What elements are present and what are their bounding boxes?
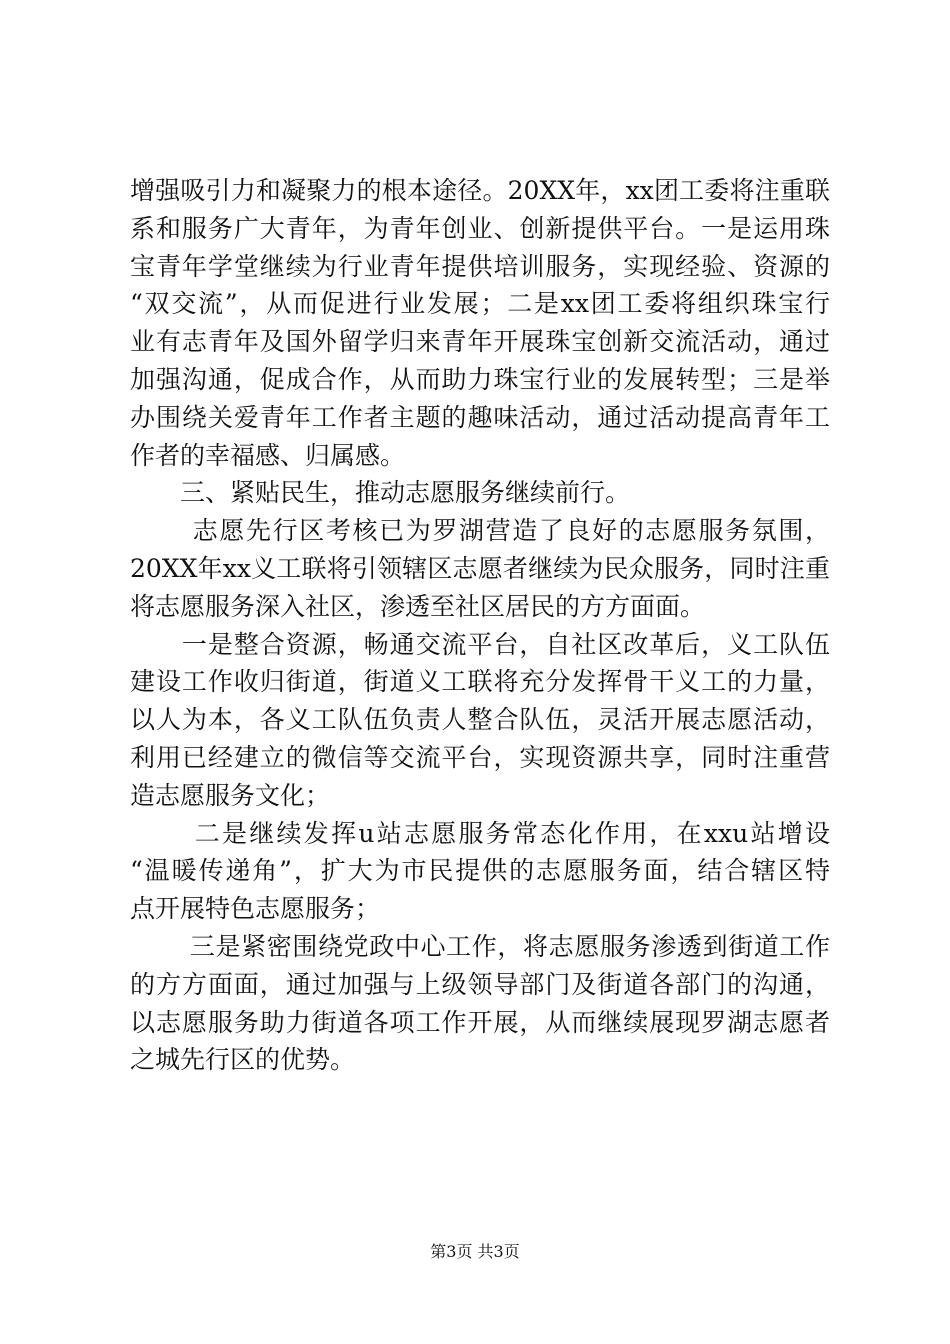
body-line: 三是紧密围绕党政中心工作，将志愿服务渗透到街道工作 [130, 931, 830, 961]
body-line: 的方方面面，通过加强与上级领导部门及街道各部门的沟通， [130, 969, 830, 999]
body-line: 二是继续发挥u站志愿服务常态化作用，在xxu站增设 [130, 818, 830, 848]
body-line: 系和服务广大青年，为青年创业、创新提供平台。一是运用珠 [130, 213, 830, 243]
body-line: 建设工作收归街道，街道义工联将充分发挥骨干义工的力量， [130, 667, 830, 697]
body-line: 20XX年xx义工联将引领辖区志愿者继续为民众服务，同时注重 [130, 553, 830, 583]
body-line: 作者的幸福感、归属感。 [130, 440, 406, 470]
body-line: 造志愿服务文化； [130, 780, 331, 810]
body-line: 一是整合资源，畅通交流平台，自社区改革后，义工队伍 [130, 629, 830, 659]
body-line: 利用已经建立的微信等交流平台，实现资源共享，同时注重营 [130, 742, 830, 772]
body-line: 业有志青年及国外留学归来青年开展珠宝创新交流活动，通过 [130, 327, 830, 357]
body-line: 办围绕关爱青年工作者主题的趣味活动，通过活动提高青年工 [130, 402, 830, 432]
body-line: 加强沟通，促成合作，从而助力珠宝行业的发展转型；三是举 [130, 364, 830, 394]
body-line: 宝青年学堂继续为行业青年提供培训服务，实现经验、资源的 [130, 251, 830, 281]
body-line: 以志愿服务助力街道各项工作开展，从而继续展现罗湖志愿者 [130, 1007, 830, 1037]
section-heading: 三、紧贴民生，推动志愿服务继续前行。 [130, 478, 631, 508]
body-line: 之城先行区的优势。 [130, 1045, 356, 1075]
body-line: “温暖传递角”，扩大为市民提供的志愿服务面，结合辖区特 [130, 856, 830, 886]
body-line: 将志愿服务深入社区，渗透至社区居民的方方面面。 [130, 591, 706, 621]
body-line: 志愿先行区考核已为罗湖营造了良好的志愿服务氛围， [130, 516, 830, 546]
body-line: 增强吸引力和凝聚力的根本途径。20XX年，xx团工委将注重联 [130, 176, 830, 205]
body-line: 以人为本，各义工队伍负责人整合队伍，灵活开展志愿活动， [130, 705, 830, 735]
page-footer: 第3页 共3页 [430, 1242, 520, 1261]
body-line: “双交流”，从而促进行业发展；二是xx团工委将组织珠宝行 [130, 289, 830, 319]
document-body [130, 172, 830, 1079]
body-line: 点开展特色志愿服务； [130, 894, 381, 924]
